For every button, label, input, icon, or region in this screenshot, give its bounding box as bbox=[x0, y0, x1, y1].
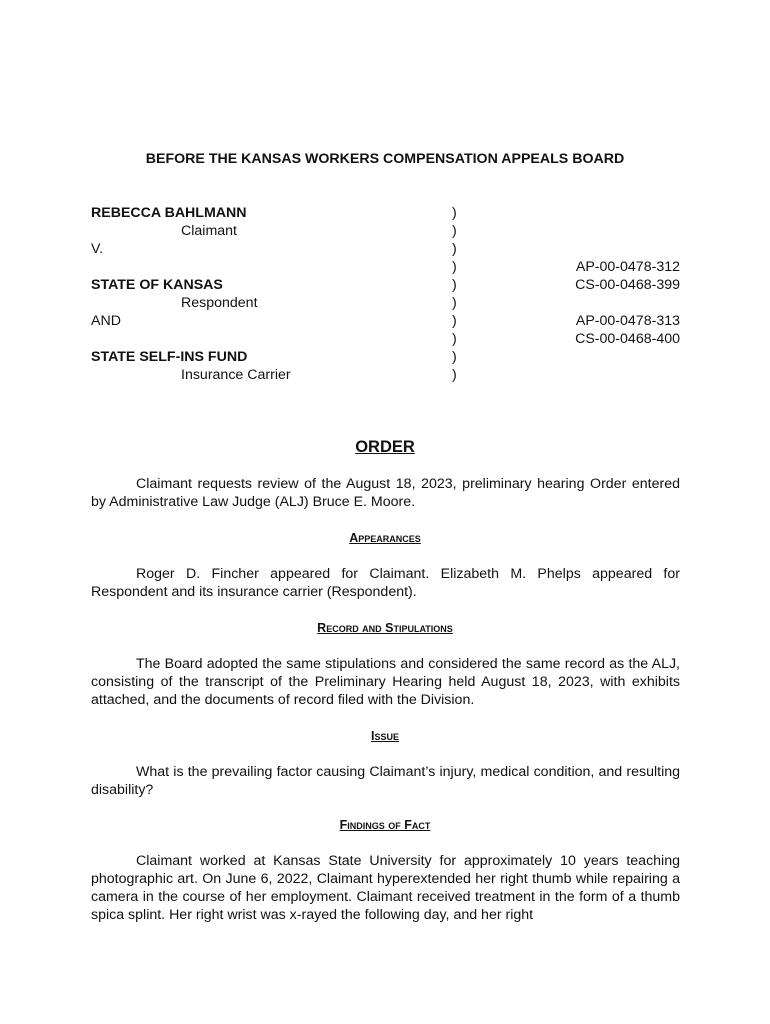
case-number: CS-00-0468-400 bbox=[575, 331, 680, 347]
claimant-role: Claimant bbox=[181, 223, 237, 239]
caption-paren: ) bbox=[452, 331, 457, 347]
claimant-name: REBECCA BAHLMANN bbox=[91, 205, 247, 221]
caption-paren: ) bbox=[452, 223, 457, 239]
record-heading: Record and Stipulations bbox=[317, 621, 453, 635]
caption-paren: ) bbox=[452, 241, 457, 257]
caption-paren: ) bbox=[452, 295, 457, 311]
caption-paren: ) bbox=[452, 277, 457, 293]
record-paragraph: The Board adopted the same stipulations and considered the same record as the ALJ, consisting of the transcript of the Preliminary Hearing held August 18, 2023, with exhibits attached, and the documents of record filed with the Division. bbox=[91, 656, 680, 708]
caption-paren: ) bbox=[452, 367, 457, 383]
issue-heading: Issue bbox=[371, 729, 399, 743]
respondent-name: STATE OF KANSAS bbox=[91, 277, 223, 293]
caption-paren: ) bbox=[452, 259, 457, 275]
caption-paren: ) bbox=[452, 349, 457, 365]
carrier-role: Insurance Carrier bbox=[181, 367, 291, 383]
caption-paren: ) bbox=[452, 313, 457, 329]
carrier-name: STATE SELF-INS FUND bbox=[91, 349, 248, 365]
order-intro-paragraph: Claimant requests review of the August 18, 2023, preliminary hearing Order entered by Administrative Law Judge (ALJ) Bruce E. Moore. bbox=[91, 476, 680, 510]
case-number: AP-00-0478-312 bbox=[575, 259, 680, 275]
issue-paragraph: What is the prevailing factor causing Claimant’s injury, medical condition, and resulting disability? bbox=[91, 764, 680, 798]
findings-heading: Findings of Fact bbox=[339, 818, 431, 832]
caption-paren: ) bbox=[452, 205, 457, 221]
case-number: CS-00-0468-399 bbox=[575, 277, 680, 293]
appearances-paragraph: Roger D. Fincher appeared for Claimant. Elizabeth M. Phelps appeared for Respondent and its insurance carrier (Respondent). bbox=[91, 566, 680, 600]
findings-paragraph: Claimant worked at Kansas State University for approximately 10 years teaching photographic art. On June 6, 2022, Claimant hyperextended her right thumb while repairing a camera in the course of her employment. Claimant received treatment in the form of a thumb spica splint. Her right wrist was x-rayed the following day, and her right bbox=[91, 853, 680, 923]
caption-parentheses bbox=[452, 204, 464, 384]
board-title: BEFORE THE KANSAS WORKERS COMPENSATION APPEALS BOARD bbox=[145, 151, 625, 167]
case-number: AP-00-0478-313 bbox=[575, 313, 680, 329]
and-label: AND bbox=[91, 313, 121, 329]
order-heading: ORDER bbox=[355, 438, 415, 456]
versus-label: V. bbox=[91, 241, 104, 257]
appearances-heading: Appearances bbox=[349, 531, 421, 545]
respondent-role: Respondent bbox=[181, 295, 258, 311]
